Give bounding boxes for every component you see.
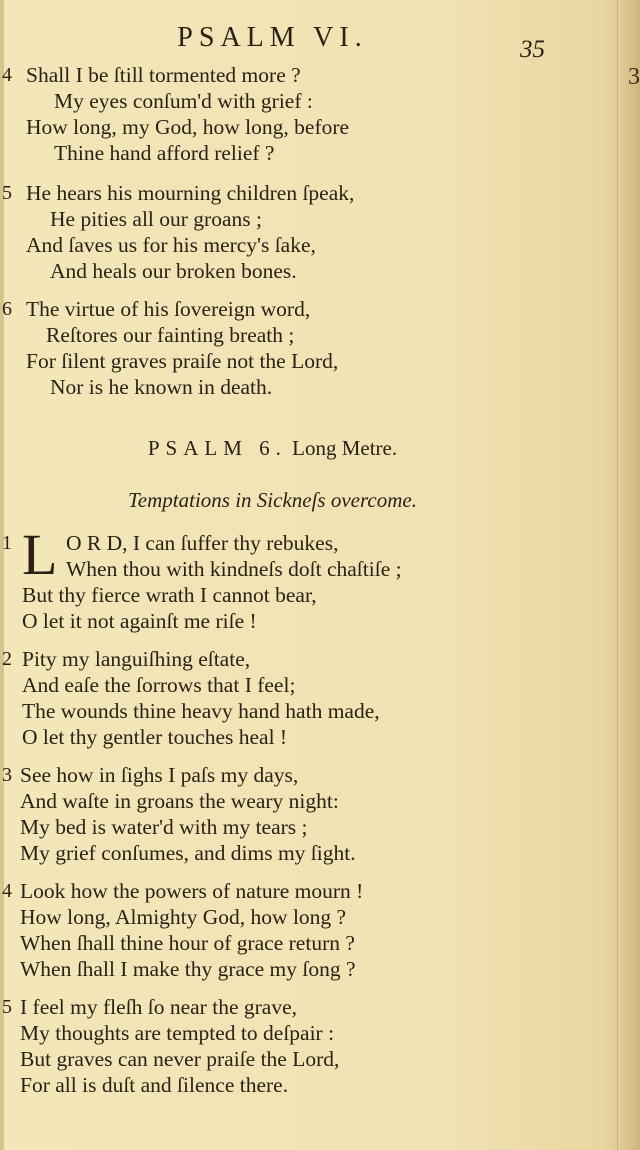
verse-line: When ſhall thine hour of grace return ? [20,931,355,955]
verse-line: And waſte in groans the weary night: [20,789,339,813]
verse-number: 3 [2,764,12,786]
verse-line: My eyes conſum'd with grief : [54,89,313,113]
verse-line: O let thy gentler touches heal ! [22,725,288,749]
verse-line: Thine hand afford relief ? [54,141,275,165]
verse-line: And heals our broken bones. [50,259,297,283]
verse-line: My thoughts are tempted to deſpair : [20,1021,335,1045]
verse-line: O R D, I can ſuffer thy rebukes, [66,531,339,555]
verse-number: 4 [2,880,12,902]
verse-line: Look how the powers of nature mourn ! [20,879,364,903]
psalm-subtitle: Temptations in Sickneſs overcome. [128,488,417,512]
verse-line: The wounds thine heavy hand hath made, [22,699,380,723]
verse-line: I feel my fleſh ſo near the grave, [20,995,297,1019]
verse-line: For ſilent graves praiſe not the Lord, [26,349,339,373]
verse-number: 2 [2,648,12,670]
verse-line: When ſhall I make thy grace my ſong ? [20,957,356,981]
verse-number: 4 [2,64,12,86]
running-head: PSALM VI. [177,22,368,53]
verse-line: Nor is he known in death. [50,375,273,399]
verse-line: For all is duſt and ſilence there. [20,1073,289,1097]
edge-page-fragment: 3 [628,64,640,90]
verse-line: When thou with kindneſs doſt chaſtiſe ; [66,557,402,581]
psalm-metre: Long Metre. [292,436,398,460]
verse-line: O let it not againſt me riſe ! [22,609,257,633]
psalm-heading [0,436,545,461]
verse-number: 5 [2,182,12,204]
verse-number: 6 [2,298,12,320]
verse-line: Reſtores our fainting breath ; [46,323,295,347]
verse-line: Pity my languiſhing eſtate, [22,647,251,671]
page-gutter-edge [0,0,4,1150]
verse-line: And eaſe the ſorrows that I feel; [22,673,296,697]
verse-line: Shall I be ſtill tormented more ? [26,63,301,87]
verse-line: My bed is water'd with my tears ; [20,815,308,839]
verse-line: How long, Almighty God, how long ? [20,905,347,929]
verse-line: But thy fierce wrath I cannot bear, [22,583,317,607]
verse-number: 1 [2,532,12,554]
next-page-edge [617,0,640,1150]
psalm-title: PSALM 6. [147,436,287,460]
verse-line: He hears his mourning children ſpeak, [26,181,355,205]
verse-line: How long, my God, how long, before [26,115,350,139]
verse-line: And ſaves us for his mercy's ſake, [26,233,316,257]
verse-line: The virtue of his ſovereign word, [26,297,311,321]
page-number: 35 [520,36,545,63]
verse-line: See how in ſighs I paſs my days, [20,763,299,787]
verse-line: But graves can never praiſe the Lord, [20,1047,340,1071]
verse-line: He pities all our groans ; [50,207,262,231]
verse-number: 5 [2,996,12,1018]
verse-line: My grief conſumes, and dims my ſight. [20,841,356,865]
drop-cap: L [22,522,58,587]
